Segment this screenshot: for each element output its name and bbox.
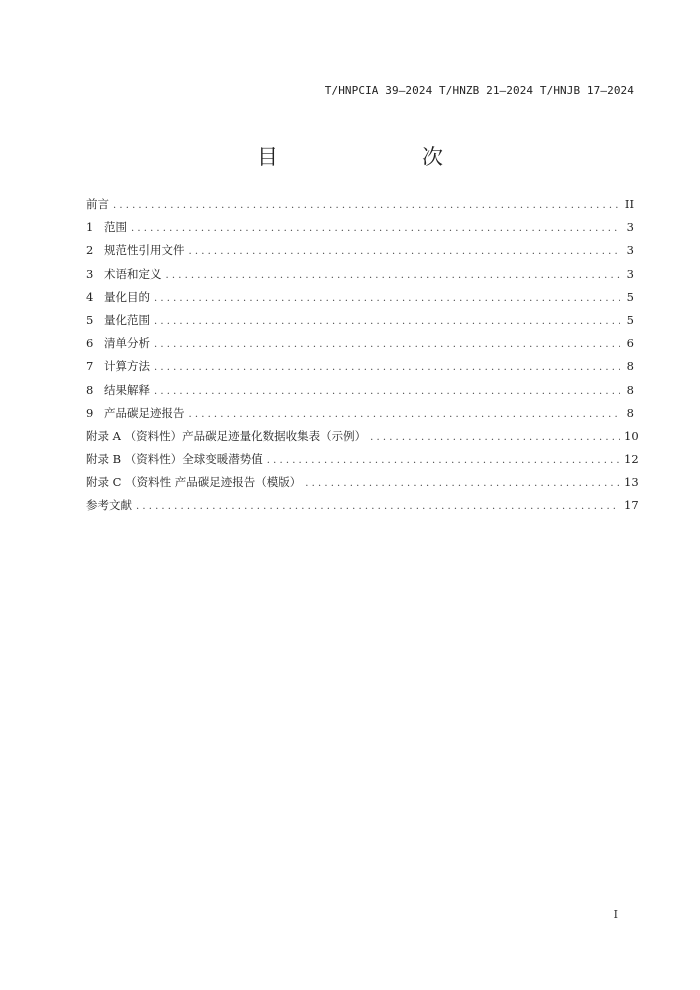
toc-entry[interactable] bbox=[86, 332, 634, 355]
toc-entry-number: 8 bbox=[86, 382, 94, 397]
toc-entry-number: 2 bbox=[86, 243, 94, 258]
toc-entry-label: 术语和定义 bbox=[104, 266, 162, 281]
toc-entry[interactable] bbox=[86, 425, 639, 448]
toc-entry-page: 10 bbox=[624, 428, 639, 443]
toc-entry-label: 前言 bbox=[86, 197, 109, 211]
toc-entry-label: 量化范围 bbox=[104, 312, 150, 327]
dot-leader bbox=[154, 333, 620, 356]
dot-leader bbox=[131, 217, 620, 240]
toc-entry[interactable] bbox=[86, 263, 634, 286]
toc-entry-page: 3 bbox=[626, 220, 634, 235]
dot-leader bbox=[189, 240, 621, 263]
toc-entry[interactable] bbox=[86, 239, 634, 262]
toc-entry-number: 3 bbox=[86, 266, 94, 281]
dot-leader bbox=[189, 403, 621, 426]
dot-leader bbox=[305, 472, 620, 495]
toc-entry[interactable] bbox=[86, 216, 634, 239]
dot-leader bbox=[154, 287, 620, 310]
toc-entry-label: 参考文献 bbox=[86, 498, 132, 513]
toc-entry-number: 1 bbox=[86, 220, 94, 235]
toc-entry-page: 6 bbox=[626, 336, 634, 351]
toc-entry-label: 附录 C （资料性 产品碳足迹报告（模版） bbox=[86, 475, 302, 490]
dot-leader bbox=[370, 426, 620, 449]
toc-entry-label: 结果解释 bbox=[104, 382, 150, 397]
toc-entry-number: 6 bbox=[86, 336, 94, 351]
dot-leader bbox=[267, 449, 620, 472]
toc-title: 目 次 bbox=[257, 145, 477, 169]
toc-entry-label: 产品碳足迹报告 bbox=[104, 405, 185, 420]
dot-leader bbox=[166, 264, 621, 287]
dot-leader bbox=[154, 356, 620, 379]
toc-entry[interactable] bbox=[86, 448, 639, 471]
toc-entry[interactable] bbox=[86, 286, 634, 309]
standard-number-header: T/HNPCIA 39—2024 T/HNZB 21—2024 T/HNJB 17—2024 bbox=[324, 84, 634, 97]
dot-leader bbox=[154, 380, 620, 403]
toc-entry-label: 附录 A （资料性）产品碳足迹量化数据收集表（示例） bbox=[86, 428, 367, 443]
toc-entry-label: 清单分析 bbox=[104, 336, 150, 351]
toc-entry-label: 范围 bbox=[104, 220, 127, 235]
page-number: I bbox=[613, 908, 618, 921]
toc-entry-number: 7 bbox=[86, 359, 94, 374]
toc-entry-page: 5 bbox=[626, 312, 634, 327]
toc-entry-page: 13 bbox=[624, 475, 639, 490]
toc-entry[interactable] bbox=[86, 494, 639, 517]
toc-entry-page: 12 bbox=[624, 452, 639, 467]
toc-entry-page: 8 bbox=[626, 359, 634, 374]
toc-entry[interactable] bbox=[86, 309, 634, 332]
toc-entry-page: 8 bbox=[626, 405, 634, 420]
table-of-contents bbox=[86, 193, 639, 518]
toc-entry-number: 4 bbox=[86, 289, 94, 304]
toc-entry-number: 5 bbox=[86, 312, 94, 327]
toc-entry-page: 3 bbox=[626, 266, 634, 281]
dot-leader bbox=[136, 495, 620, 518]
toc-entry-label: 计算方法 bbox=[104, 359, 150, 374]
toc-entry[interactable] bbox=[86, 471, 639, 494]
toc-entry-label: 规范性引用文件 bbox=[104, 243, 185, 258]
toc-entry[interactable] bbox=[86, 402, 634, 425]
dot-leader bbox=[154, 310, 620, 333]
toc-entry-label: 量化目的 bbox=[104, 289, 150, 304]
toc-entry[interactable] bbox=[86, 379, 634, 402]
toc-entry[interactable] bbox=[86, 355, 634, 378]
toc-entry-page: 17 bbox=[624, 498, 639, 513]
dot-leader bbox=[113, 194, 620, 217]
toc-entry-page: II bbox=[624, 197, 634, 211]
toc-entry-label: 附录 B （资料性）全球变暖潜势值 bbox=[86, 452, 263, 467]
toc-entry-page: 8 bbox=[626, 382, 634, 397]
toc-entry-page: 3 bbox=[626, 243, 634, 258]
toc-entry-page: 5 bbox=[626, 289, 634, 304]
toc-entry[interactable] bbox=[86, 193, 634, 216]
toc-entry-number: 9 bbox=[86, 405, 94, 420]
